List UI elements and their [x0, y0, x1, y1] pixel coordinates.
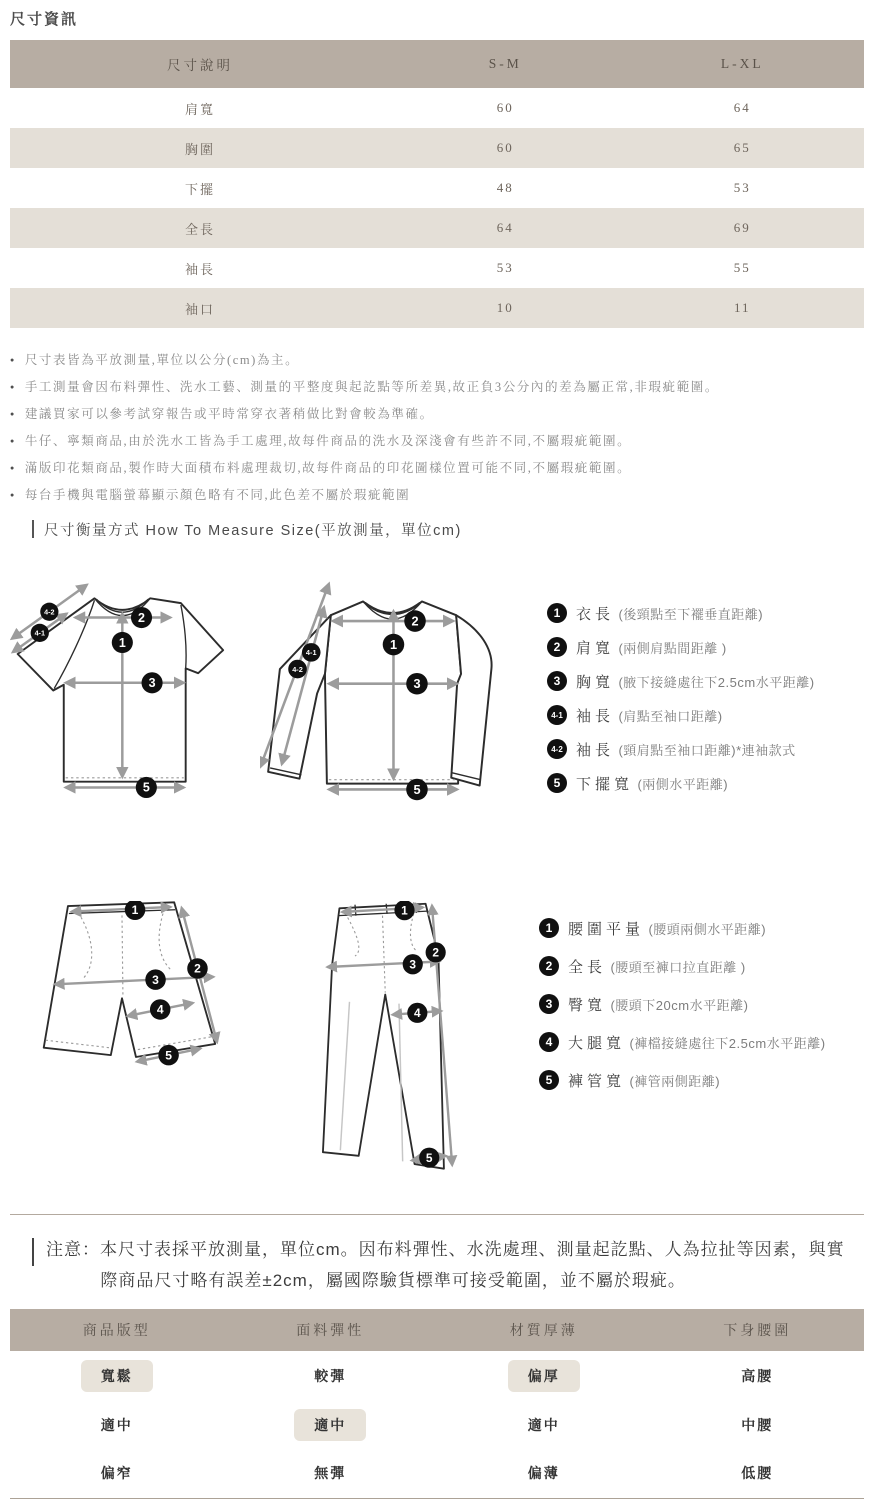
- marker-4-2-badge: 4-2: [547, 739, 567, 759]
- row-value-sm: 60: [390, 128, 621, 168]
- svg-text:2: 2: [138, 610, 145, 625]
- bottoms-measure-row: [10, 901, 864, 1176]
- marker-4-1-badge: [31, 624, 49, 642]
- table-row: [10, 88, 864, 128]
- marker-5-badge: [419, 1148, 439, 1168]
- attr-option: 適中: [294, 1409, 366, 1441]
- bottoms-legend: [539, 909, 826, 1099]
- svg-text:5: 5: [165, 1048, 172, 1063]
- marker-4-badge: [150, 999, 171, 1020]
- note-item: ● 滿版印花類商品,製作時大面積布料處理裁切,故每件商品的印花圖樣位置可能不同,不屬瑕疵範圍。: [10, 455, 864, 482]
- marker-1-badge: 1: [547, 603, 567, 623]
- row-value-lxl: 69: [621, 208, 864, 248]
- attr-header-waist: 下身腰圍: [651, 1309, 865, 1351]
- legend-item: 4 大腿寬 (褲檔接縫處往下2.5cm水平距離): [539, 1023, 826, 1061]
- marker-4-1-badge: [302, 643, 321, 662]
- legend-item: 2 肩寬 (兩側肩點間距離 ): [547, 630, 815, 664]
- size-table-header-row: [10, 40, 864, 88]
- attr-option: 適中: [527, 1416, 560, 1433]
- notice: [32, 1234, 864, 1296]
- size-table-header-sm: S-M: [390, 40, 621, 88]
- attribute-row: [10, 1400, 864, 1449]
- attr-option: 偏厚: [508, 1360, 580, 1392]
- svg-text:5: 5: [413, 781, 421, 797]
- tops-measure-row: [10, 576, 864, 811]
- marker-3-badge: [145, 969, 166, 990]
- row-label: 全長: [10, 208, 390, 248]
- marker-4-badge: [407, 1003, 427, 1023]
- marker-3-badge: 3: [547, 671, 567, 691]
- marker-1-badge: [383, 634, 405, 656]
- table-row: [10, 208, 864, 248]
- attr-option: 中腰: [741, 1416, 774, 1433]
- marker-3-badge: [403, 954, 423, 974]
- marker-2-badge: [187, 958, 208, 979]
- tops-legend: [547, 596, 815, 800]
- legend-item: 3 臀寬 (腰頭下20cm水平距離): [539, 985, 826, 1023]
- legend-item: 4-1 袖長 (肩點至袖口距離): [547, 698, 815, 732]
- legend-item: 2 全長 (腰頭至褲口拉直距離 ): [539, 947, 826, 985]
- svg-text:4-1: 4-1: [305, 648, 317, 658]
- marker-3-badge: 3: [539, 994, 559, 1014]
- marker-2-badge: [404, 610, 426, 632]
- svg-text:5: 5: [425, 1150, 433, 1165]
- svg-text:2: 2: [194, 961, 201, 976]
- svg-text:1: 1: [401, 903, 408, 918]
- marker-5-badge: [158, 1045, 179, 1066]
- legend-item: 3 胸寬 (腋下接縫處往下2.5cm水平距離): [547, 664, 815, 698]
- row-value-lxl: 55: [733, 260, 751, 275]
- row-value-sm: 48: [496, 180, 514, 195]
- short-sleeve-shirt-diagram: [10, 576, 250, 804]
- attr-header-fit: 商品版型: [10, 1309, 224, 1351]
- attribute-table-header-row: [10, 1309, 864, 1351]
- marker-5-badge: [136, 777, 157, 798]
- long-sleeve-shirt-diagram: [260, 576, 525, 811]
- attribute-row: [10, 1449, 864, 1498]
- legend-item: 1 衣長 (後頸點至下襬垂直距離): [547, 596, 815, 630]
- svg-text:2: 2: [432, 945, 439, 960]
- notice-text: [46, 1234, 856, 1296]
- row-value-sm: 10: [390, 288, 621, 328]
- table-row: [10, 128, 864, 168]
- svg-text:4-2: 4-2: [44, 607, 55, 617]
- notice-body: 本尺寸表採平放測量，單位cm。因布料彈性、水洗處理、測量起訖點、人為拉扯等因素，與實際商品尺寸略有誤差±2cm，屬國際驗貨標準可接受範圍，並不屬於瑕疵。: [100, 1240, 845, 1290]
- attr-option: 無彈: [314, 1465, 347, 1482]
- svg-text:3: 3: [152, 972, 159, 987]
- attr-option: 偏薄: [527, 1465, 560, 1482]
- svg-text:5: 5: [142, 780, 150, 795]
- size-table: [10, 40, 864, 328]
- row-value-lxl: 65: [621, 128, 864, 168]
- row-value-lxl: 11: [621, 288, 864, 328]
- row-label: 肩寬: [185, 101, 216, 117]
- row-label: 袖口: [10, 288, 390, 328]
- table-row: [10, 288, 864, 328]
- size-table-header-lxl: L-XL: [621, 40, 864, 88]
- notice-bar: [32, 1238, 34, 1266]
- svg-text:4-2: 4-2: [292, 664, 303, 674]
- marker-4-2-badge: [40, 603, 58, 621]
- row-label: 袖長: [185, 261, 216, 277]
- svg-text:1: 1: [131, 902, 139, 917]
- notice-prefix: 注意：: [46, 1240, 100, 1259]
- legend-item: 5 褲管寬 (褲管兩側距離): [539, 1061, 826, 1099]
- marker-1-badge: 1: [539, 918, 559, 938]
- attr-header-thickness: 材質厚薄: [437, 1309, 651, 1351]
- marker-2-badge: [426, 942, 446, 962]
- svg-text:4: 4: [414, 1005, 421, 1020]
- heading-bar: [32, 520, 34, 538]
- note-item: ● 建議買家可以參考試穿報告或平時常穿衣著稍做比對會較為準確。: [10, 401, 864, 428]
- size-table-header-label: 尺寸說明: [10, 40, 390, 88]
- note-item: ● 尺寸表皆為平放測量,單位以公分(cm)為主。: [10, 347, 864, 374]
- legend-item: 5 下擺寬 (兩側水平距離): [547, 766, 815, 800]
- section-divider: [10, 1214, 864, 1215]
- shorts-diagram: [40, 901, 245, 1076]
- page-title: 尺寸資訊: [10, 11, 79, 28]
- attr-option: 高腰: [741, 1367, 774, 1384]
- note-item: ● 牛仔、寧類商品,由於洗水工皆為手工處理,故每件商品的洗水及深淺會有些許不同,不屬瑕疵範圍。: [10, 428, 864, 455]
- row-value-lxl: 64: [733, 100, 751, 115]
- row-label: 胸圍: [10, 128, 390, 168]
- attr-option: 適中: [100, 1416, 133, 1433]
- marker-4-2-badge: [288, 660, 307, 679]
- marker-5-badge: [406, 779, 428, 801]
- svg-text:1: 1: [389, 636, 398, 652]
- attr-header-elasticity: 面料彈性: [224, 1309, 438, 1351]
- attribute-row: [10, 1351, 864, 1400]
- row-value-sm: 53: [496, 260, 514, 275]
- row-value-lxl: 53: [733, 180, 751, 195]
- note-item: ● 手工測量會因布料彈性、洗水工藝、測量的平整度與起訖點等所差異,故正負3公分內的差為屬正常,非瑕疵範圍。: [10, 374, 864, 401]
- marker-5-badge: 5: [539, 1070, 559, 1090]
- marker-1-badge: [394, 901, 414, 920]
- marker-4-badge: 4: [539, 1032, 559, 1052]
- legend-item: 1 腰圍平量 (腰頭兩側水平距離): [539, 909, 826, 947]
- marker-1-badge: [112, 632, 133, 653]
- table-row: [10, 168, 864, 208]
- notes-list: [10, 347, 864, 509]
- svg-text:1: 1: [118, 635, 126, 650]
- svg-text:3: 3: [409, 957, 417, 972]
- attr-option: 低腰: [741, 1465, 774, 1482]
- attr-option: 較彈: [314, 1367, 347, 1384]
- svg-text:3: 3: [413, 676, 421, 692]
- attr-option: 寬鬆: [81, 1360, 153, 1392]
- legend-item: 4-2 袖長 (頸肩點至袖口距離)*連袖款式: [547, 732, 815, 766]
- marker-2-badge: 2: [539, 956, 559, 976]
- measure-section-heading: [32, 518, 864, 540]
- svg-text:4-1: 4-1: [34, 628, 45, 638]
- svg-text:4: 4: [156, 1002, 164, 1017]
- attribute-table: [10, 1309, 864, 1499]
- attr-option: 偏窄: [100, 1465, 133, 1482]
- marker-5-badge: 5: [547, 773, 567, 793]
- marker-2-badge: [131, 607, 152, 628]
- table-row: [10, 248, 864, 288]
- note-item: ● 每台手機與電腦螢幕顯示顏色略有不同,此色差不屬於瑕疵範圍: [10, 482, 864, 509]
- marker-4-1-badge: 4-1: [547, 705, 567, 725]
- marker-3-badge: [406, 673, 428, 695]
- marker-2-badge: 2: [547, 637, 567, 657]
- heading-text: 尺寸衡量方式 How To Measure Size(平放測量，單位cm): [44, 522, 462, 539]
- row-value-sm: 64: [390, 208, 621, 248]
- pants-diagram: [313, 901, 463, 1176]
- svg-text:2: 2: [411, 613, 419, 629]
- row-value-sm: 60: [496, 100, 514, 115]
- svg-text:3: 3: [148, 676, 156, 691]
- row-label: 下擺: [185, 181, 216, 197]
- marker-3-badge: [142, 672, 163, 693]
